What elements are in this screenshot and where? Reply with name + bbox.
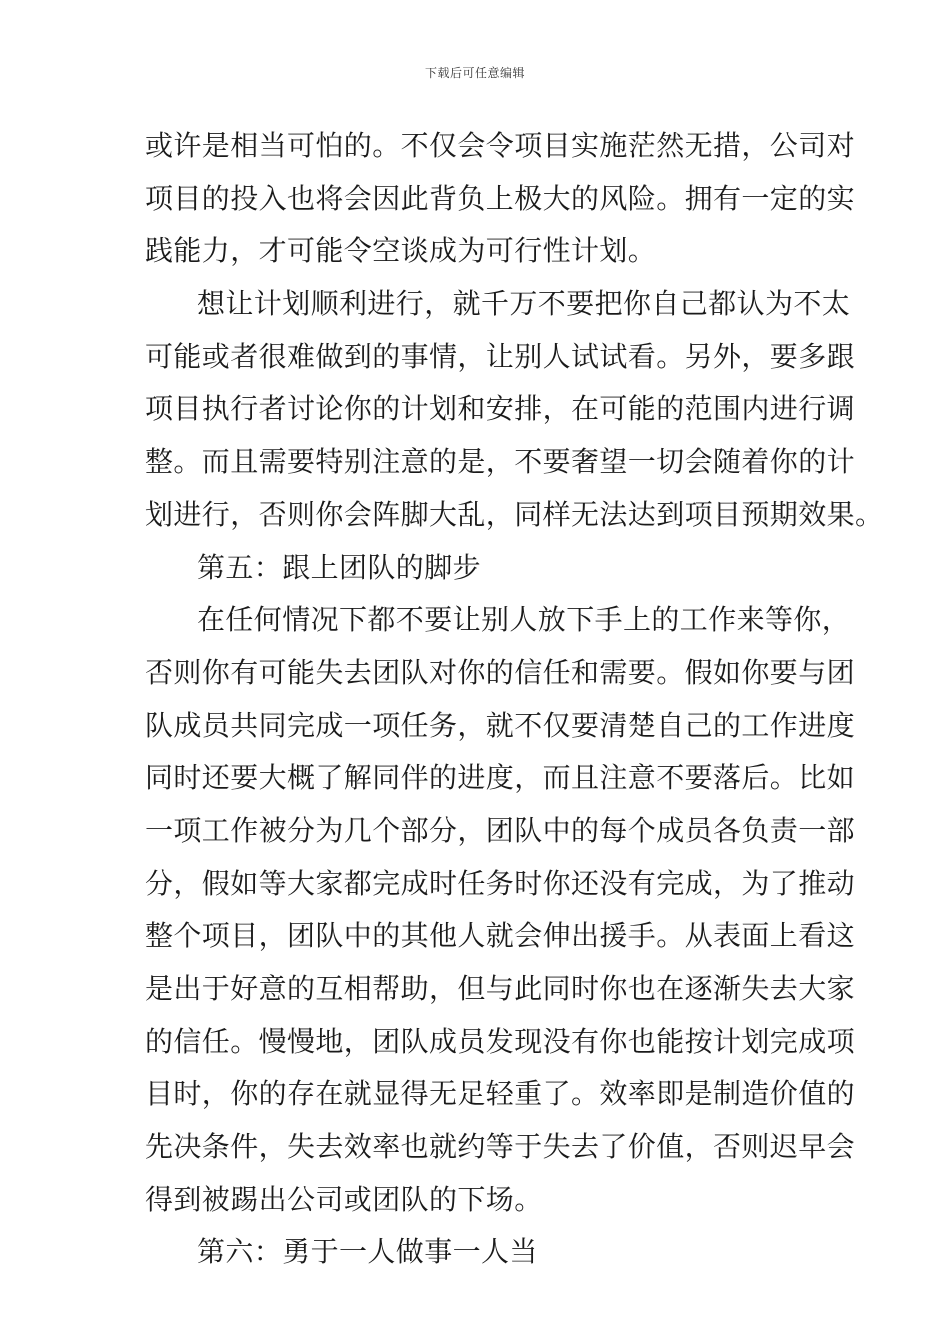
header-note: 下载后可任意编辑 bbox=[424, 66, 525, 80]
paragraph-first-line: 第五：跟上团队的脚步 bbox=[197, 550, 482, 584]
paragraph-first-line: 第六：勇于一人做事一人当 bbox=[197, 1235, 538, 1269]
text-line: 得到被踢出公司或团队的下场。 bbox=[145, 1182, 543, 1216]
text-line: 践能力，才可能令空谈成为可行性计划。 bbox=[145, 234, 657, 268]
text-line: 分，假如等大家都完成时任务时你还没有完成，为了推动 bbox=[145, 866, 856, 900]
text-line: 目时，你的存在就显得无足轻重了。效率即是制造价值的 bbox=[145, 1077, 856, 1111]
text-line: 项目执行者讨论你的计划和安排，在可能的范围内进行调 bbox=[145, 392, 856, 426]
text-line: 整个项目，团队中的其他人就会伸出援手。从表面上看这 bbox=[145, 919, 856, 953]
text-line: 一项工作被分为几个部分，团队中的每个成员各负责一部 bbox=[145, 813, 856, 847]
body-text bbox=[145, 120, 884, 1279]
paragraph-first-line: 想让计划顺利进行，就千万不要把你自己都认为不太 bbox=[197, 287, 851, 321]
text-line: 队成员共同完成一项任务，就不仅要清楚自己的工作进度 bbox=[145, 708, 856, 742]
text-line: 整。而且需要特别注意的是，不要奢望一切会随着你的计 bbox=[145, 445, 856, 479]
text-line: 否则你有可能失去团队对你的信任和需要。假如你要与团 bbox=[145, 655, 856, 689]
text-line: 是出于好意的互相帮助，但与此同时你也在逐渐失去大家 bbox=[145, 972, 856, 1005]
text-line: 先决条件，失去效率也就约等于失去了价值，否则迟早会 bbox=[145, 1130, 856, 1164]
text-line: 的信任。慢慢地，团队成员发现没有你也能按计划完成项 bbox=[145, 1024, 856, 1058]
text-line: 同时还要大概了解同伴的进度，而且注意不要落后。比如 bbox=[145, 761, 856, 795]
paragraph-first-line: 在任何情况下都不要让别人放下手上的工作来等你， bbox=[197, 603, 851, 637]
text-line: 可能或者很难做到的事情，让别人试试看。另外，要多跟 bbox=[145, 339, 856, 373]
text-line: 划进行，否则你会阵脚大乱，同样无法达到项目预期效果。 bbox=[145, 497, 884, 531]
text-line: 或许是相当可怕的。不仅会令项目实施茫然无措，公司对 bbox=[145, 129, 856, 162]
text-line: 项目的投入也将会因此背负上极大的风险。拥有一定的实 bbox=[145, 181, 856, 215]
